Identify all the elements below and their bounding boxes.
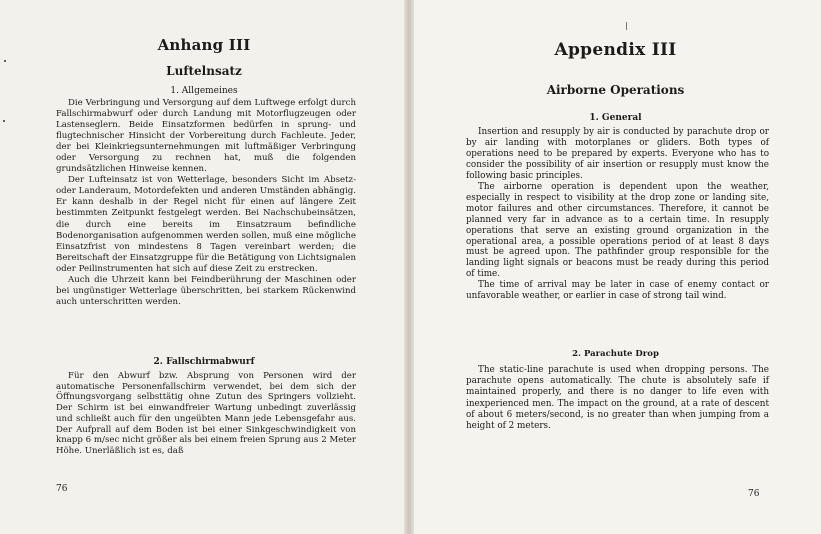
right-page-subtitle: Airborne Operations — [546, 83, 685, 97]
left-page-title: Anhang III — [157, 36, 251, 54]
right-page-title: Appendix III — [554, 40, 677, 60]
scan-speck — [626, 22, 627, 30]
right-section1-heading: 1. General — [589, 113, 642, 123]
scan-speck — [4, 60, 6, 62]
paragraph: Für den Abwurf bzw. Absprung von Personen wird der automatische Personenfallschirm verwendet, bei dem sich der Öffnungsvorgang selbsttätig ohne Zutun des Springers vollzieht. Der Schirm ist bei einwandfreier Wartung unbedingt zuverlässig und schließt auch für den ungeübten Mann jede Lebensgefahr aus. Der Aufprall auf dem Boden ist bei einer Sinkgeschwindigkeit von knapp 6 m/sec nicht größer als bei einem freien Sprung aus 2 Meter Höhe. Unerläßlich ist es, daß — [56, 371, 356, 456]
left-page-subtitle: Luftelnsatz — [166, 64, 242, 78]
right-section1-body — [466, 127, 769, 302]
left-page-number: 76 — [56, 484, 68, 494]
book-gutter — [404, 0, 414, 534]
left-section1-heading: 1. Allgemeines — [170, 86, 238, 96]
paragraph: Auch die Uhrzeit kann bei Feindberührung der Maschinen oder bei ungünstiger Wetterlage überschritten, bei starkem Rückenwind auch unterschritten werden. — [56, 274, 356, 307]
paragraph: The time of arrival may be later in case of enemy contact or unfavorable weather, or earlier in case of strong tail wind. — [466, 280, 769, 302]
right-page-number: 76 — [748, 489, 760, 499]
paragraph: The airborne operation is dependent upon the weather, especially in respect to visibility at the drop zone or landing site, motor failures and other circumstances. Therefore, it cannot be planned very far in advance as to a certain time. In resupply operations that serve an existing ground organization in the operational area, a possible operations period of at least 8 days must be agreed upon. The pathfinder group responsible for the landing light signals or beacons must be ready during this period of time. — [466, 181, 769, 280]
right-section2-heading: 2. Parachute Drop — [572, 349, 659, 359]
paragraph: Der Lufteinsatz ist von Wetterlage, besonders Sicht im Absetz- oder Landeraum, Motordefekten und anderen Umständen abhängig. Er kann deshalb in der Regel nicht für einen auf längere Zeit bestimmten Zeitpunkt festgelegt werden. Bei Nachschubeinsätzen, die durch eine bereits im Einsatzraum befindliche Bodenorganisation aufgenommen werden sollen, muß eine mögliche Einsatzfrist von mindestens 8 Tagen vereinbart werden; die Bereitschaft der Einsatzgruppe für die Betätigung von Lichtsignalen oder Peilinstrumenten hat sich auf diese Zeit zu erstrecken. — [56, 175, 356, 274]
left-section1-body — [56, 98, 356, 308]
paragraph: Die Verbringung und Versorgung auf dem Luftwege erfolgt durch Fallschirmabwurf oder durch Landung mit Motorflugzeugen oder Lastenseglern. Beide Einsatzformen bedürfen in sprung- und flugtechnischer Hinsicht der Vorbereitung durch Fachleute. Jeder, der bei Kleinkriegsunternehmungen mit luftmäßiger Verbringung oder Versorgung zu rechnen hat, muß die folgenden grundsätzlichen Hinweise kennen. — [56, 98, 356, 175]
scan-speck — [3, 120, 5, 122]
paragraph: The static-line parachute is used when dropping persons. The parachute opens automatically. The chute is absolutely safe if maintained properly, and there is no danger to life even with inexperienced men. The impact on the ground, at a rate of descent of about 6 meters/second, is no greater than when jumping from a height of 2 meters. — [466, 365, 769, 432]
left-section2-body — [56, 371, 356, 457]
paragraph: Insertion and resupply by air is conducted by parachute drop or by air landing with motorplanes or gliders. Both types of operations need to be prepared by experts. Everyone who has to consider the possibility of air insertion or resupply must know the following basic principles. — [466, 127, 769, 181]
left-section2-heading: 2. Fallschirmabwurf — [153, 357, 255, 367]
right-section2-body — [466, 365, 769, 432]
